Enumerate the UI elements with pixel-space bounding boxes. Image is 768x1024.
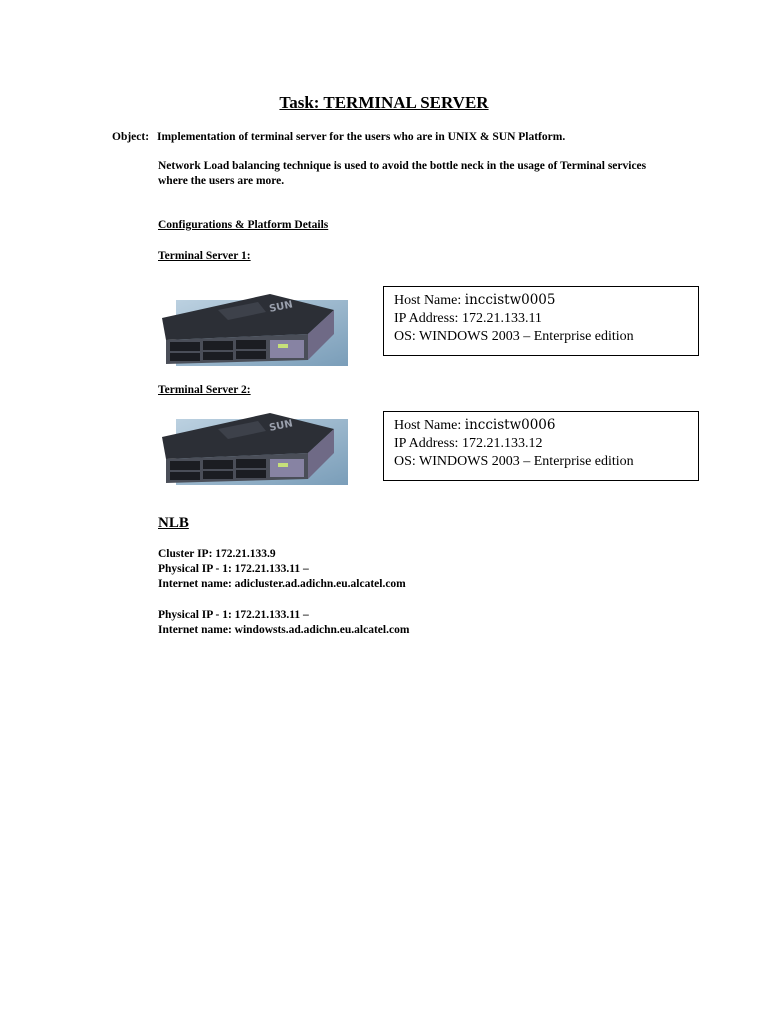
server-2-info-box <box>383 411 699 481</box>
rack-server-icon <box>158 290 348 366</box>
nlb-physical-block <box>158 608 409 638</box>
host-name-label: Host Name: <box>394 293 462 308</box>
os-value: WINDOWS 2003 – Enterprise edition <box>419 329 634 344</box>
internet-name-line: Internet name: windowsts.ad.adichn.eu.alcatel.com <box>158 624 410 636</box>
nlb-cluster-block <box>158 547 406 592</box>
os-row <box>394 453 688 471</box>
os-label: OS: <box>394 329 416 344</box>
os-label: OS: <box>394 454 416 469</box>
server-1-info-box <box>383 286 699 356</box>
rack-server-icon <box>158 409 348 485</box>
host-name-row <box>394 416 688 435</box>
config-heading: Configurations & Platform Details <box>158 219 329 231</box>
ip-address-value: 172.21.133.11 <box>461 311 542 326</box>
page-title: Task: TERMINAL SERVER <box>279 93 489 112</box>
ip-address-value: 172.21.133.12 <box>461 436 543 451</box>
os-value: WINDOWS 2003 – Enterprise edition <box>419 454 634 469</box>
server-logo-text: SUN <box>268 418 294 434</box>
os-row <box>394 328 688 346</box>
object-text: Implementation of terminal server for the users who are in UNIX & SUN Platform. <box>157 131 566 143</box>
ip-address-label: IP Address: <box>394 436 459 451</box>
terminal-server-2-heading: Terminal Server 2: <box>158 384 251 396</box>
physical-ip-line: Physical IP - 1: 172.21.133.11 – <box>158 609 309 621</box>
host-name-label: Host Name: <box>394 418 462 433</box>
nlb-heading: NLB <box>158 515 189 531</box>
nlb-description: Network Load balancing technique is used to avoid the bottle neck in the usage of Terminal services where the users are more. <box>158 160 647 187</box>
host-name-row <box>394 291 688 310</box>
ip-address-label: IP Address: <box>394 311 459 326</box>
physical-ip-line: Physical IP - 1: 172.21.133.11 – <box>158 563 309 575</box>
ip-address-row <box>394 310 688 328</box>
server-logo-text: SUN <box>268 299 294 315</box>
cluster-ip-line: Cluster IP: 172.21.133.9 <box>158 548 276 560</box>
host-name-value: inccistw0006 <box>464 417 556 433</box>
ip-address-row <box>394 435 688 453</box>
internet-name-line: Internet name: adicluster.ad.adichn.eu.alcatel.com <box>158 578 406 590</box>
host-name-value: inccistw0005 <box>464 292 556 308</box>
object-label: Object: <box>112 131 150 143</box>
terminal-server-1-heading: Terminal Server 1: <box>158 250 251 262</box>
